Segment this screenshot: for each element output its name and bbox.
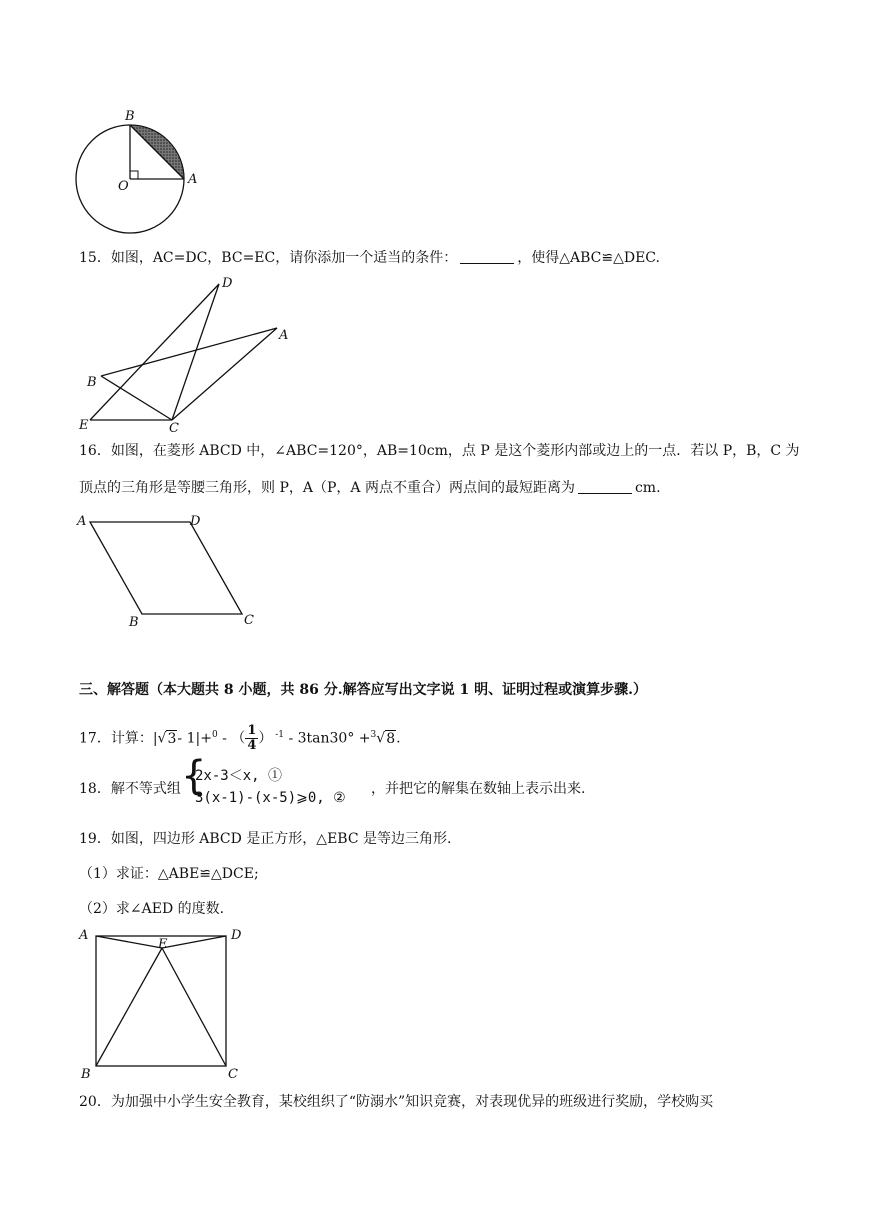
q18-inequality-2: 3(x-1)-(x-5)⩾0, ② — [195, 790, 346, 806]
label-D: D — [190, 514, 201, 529]
question-19-part1: （1）求证：△ABE≌△DCE; — [79, 866, 259, 882]
question-17: 17．计算：|√3- 1|+$^0$ - （ $\frac{1}{4}$ ） $^{-1}$ - 3tan30° +$^3$√8. — [79, 723, 401, 754]
q18-suffix: ，并把它的解集在数轴上表示出来. — [371, 781, 586, 797]
q17-cube-radicand: 8 — [386, 730, 396, 747]
q17-close-paren: ） — [258, 730, 273, 747]
q17-fraction: $\frac{1}{4}$ — [247, 723, 257, 754]
q17-tan-part: - 3tan30° + — [284, 730, 371, 747]
q18-brace: { — [181, 753, 207, 799]
q15-answer-blank — [460, 249, 514, 264]
q16-text-before: 顶点的三角形是等腰三角形，则 P，A（P，A 两点不重合）两点间的最短距离为 — [79, 480, 575, 496]
question-16-line2 — [79, 478, 661, 498]
q17-exp-neg1: -1 — [272, 730, 284, 740]
label-D: D — [222, 276, 233, 291]
q18-inequality-1: 2x-3＜x, ① — [195, 768, 283, 784]
label-E: E — [79, 418, 89, 432]
circle-figure — [70, 100, 210, 235]
question-19-stem: 19．如图，四边形 ABCD 是正方形，△EBC 是等边三角形. — [79, 831, 452, 847]
square-triangle-figure — [72, 922, 262, 1082]
q15-text-after: ，使得△ABC≌△DEC. — [517, 250, 660, 266]
label-D: D — [231, 928, 242, 943]
q17-prefix: 17．计算： — [79, 730, 153, 747]
q15-text-before: 15．如图，AC=DC，BC=EC，请你添加一个适当的条件： — [79, 250, 458, 266]
label-A: A — [279, 328, 289, 343]
label-C: C — [228, 1067, 238, 1082]
q18-prefix: 18．解不等式组 — [79, 781, 181, 797]
question-20-line1: 20．为加强中小学生安全教育，某校组织了“防溺水”知识竞赛，对表现优异的班级进行奖励，学校购买 — [79, 1094, 714, 1110]
q17-after-abs: - 1|+ — [177, 730, 212, 747]
q17-sqrt-radicand: 3 — [167, 730, 177, 747]
label-C: C — [169, 421, 179, 432]
label-O: O — [118, 179, 129, 194]
label-E: E — [158, 937, 168, 952]
label-B: B — [129, 615, 139, 630]
label-A: A — [79, 928, 89, 943]
label-C: C — [244, 613, 254, 628]
q17-end: . — [396, 730, 401, 747]
section-3-heading: 三、解答题（本大题共 8 小题，共 86 分.解答应写出文字说 1 明、证明过程或演算步骤.） — [79, 682, 647, 698]
q16-answer-blank — [578, 479, 632, 494]
label-B: B — [81, 1067, 91, 1082]
q17-exp0: 0 — [211, 730, 218, 740]
q17-minus-paren: - （ — [217, 730, 246, 747]
question-15 — [79, 248, 660, 268]
label-B: B — [125, 109, 135, 124]
rhombus-figure — [72, 508, 272, 633]
q17-cube-index: 3 — [370, 730, 377, 740]
label-B: B — [87, 375, 97, 390]
question-16-line1: 16．如图，在菱形 ABCD 中，∠ABC=120°，AB=10cm，点 P 是这个菱形内部或边上的一点．若以 P，B，C 为 — [79, 443, 800, 459]
triangles-figure — [75, 272, 295, 432]
question-18 — [79, 753, 679, 814]
q16-text-after: cm. — [634, 480, 661, 496]
label-A: A — [188, 172, 198, 187]
question-19-part2: （2）求∠AED 的度数. — [79, 901, 225, 917]
label-A: A — [77, 514, 87, 529]
